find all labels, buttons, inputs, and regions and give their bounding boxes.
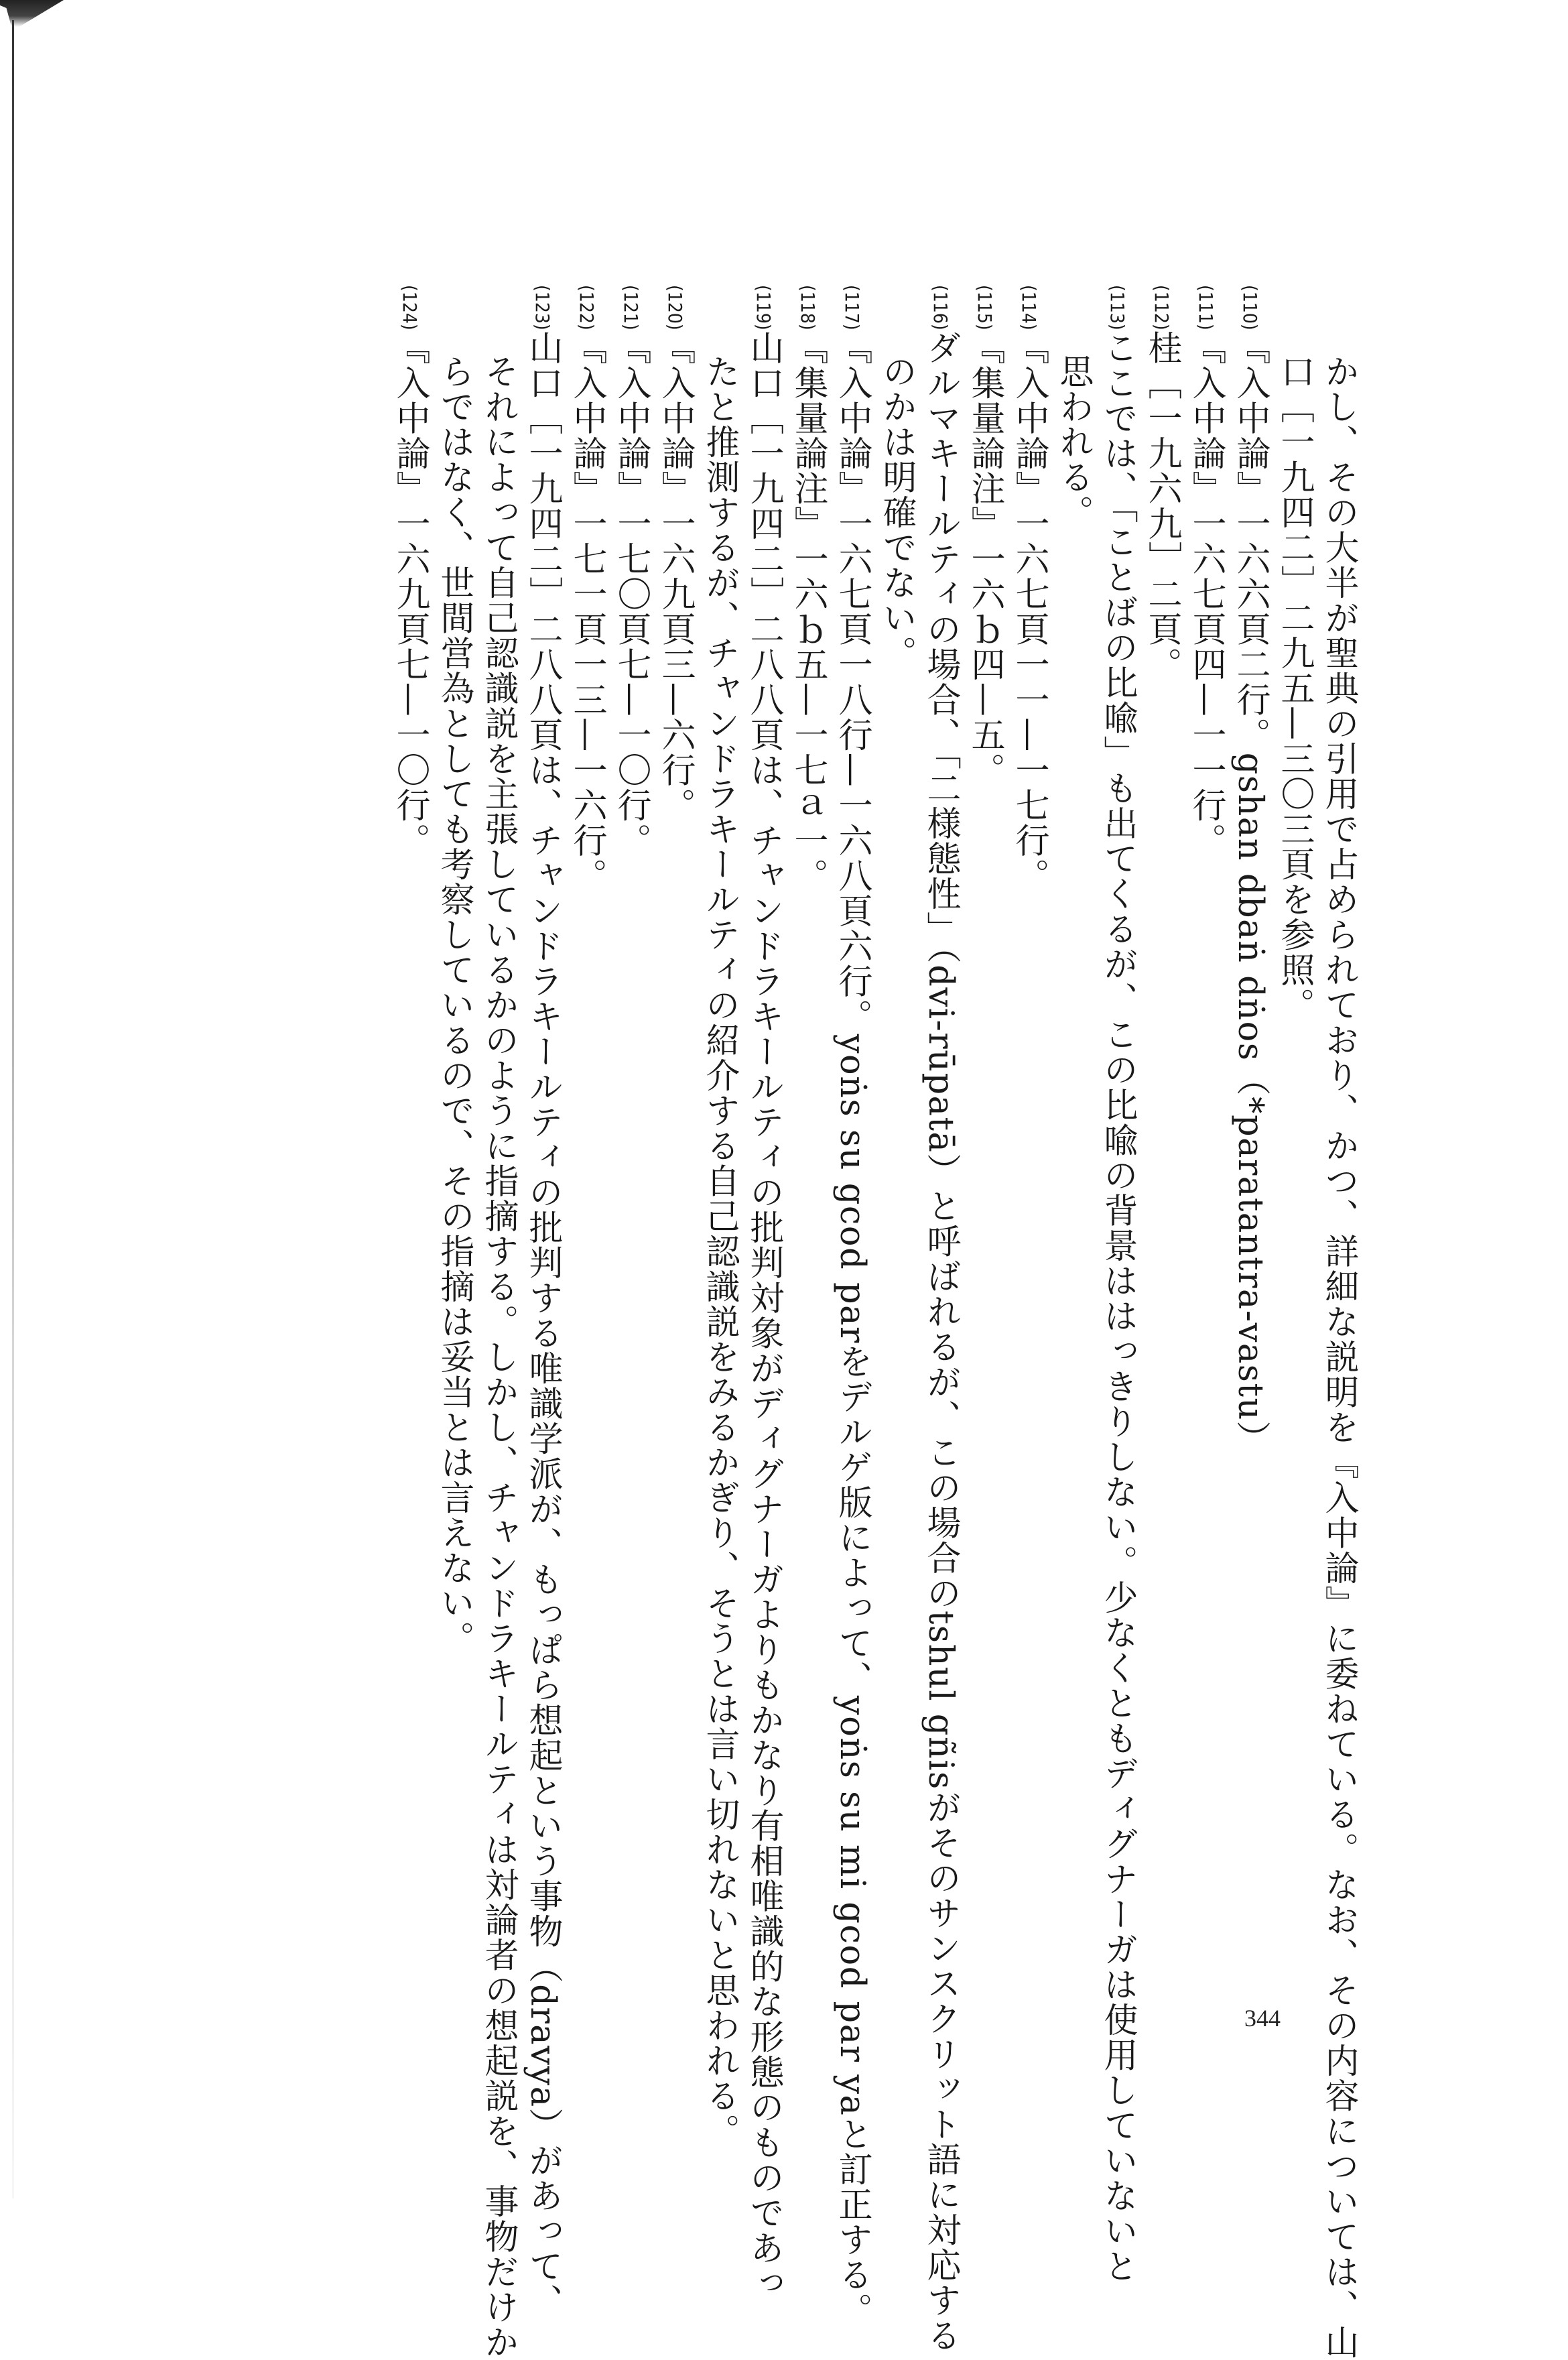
text-line (962, 285, 1006, 1991)
text-line (697, 285, 741, 2149)
note-number: (113) (1106, 285, 1128, 330)
note-text: 『入中論』一七一頁一三—一六行。 (567, 330, 606, 893)
text-line (874, 285, 918, 1991)
note-text: 『入中論』一六九頁三—六行。 (655, 330, 695, 823)
note-number: (111) (1195, 285, 1217, 330)
text-line (785, 285, 830, 1991)
note-text: かし、その大半が聖典の引用で占められており、かつ、詳細な説明を『入中論』に委ねている。なお、その内容については、山 (1319, 354, 1358, 2360)
text-line (520, 285, 564, 2319)
text-line (1228, 285, 1272, 1991)
scan-edge-line (12, 20, 14, 2198)
note-text: 『集量論注』一六ｂ五—一七ａ一。 (788, 330, 828, 893)
text-line (387, 285, 432, 1991)
text-line (1095, 285, 1139, 2284)
note-text: 口［一九四二］二九五—三〇三頁を参照。 (1275, 354, 1314, 1023)
note-text: ここでは、「ことばの比喩」も出てくるが、この比喩の背景ははっきりしない。少なくともディグナーガは使用していないと (1098, 330, 1137, 2284)
note-text: 桂［一九六九］二頁。 (1142, 330, 1181, 682)
note-text: 『集量論注』一六ｂ四—五。 (965, 330, 1004, 788)
note-text: 思われる。 (1053, 354, 1093, 530)
text-line (1051, 285, 1095, 1991)
text-line (432, 285, 476, 1991)
note-number: (114) (1018, 285, 1040, 330)
note-number: (120) (664, 285, 686, 330)
note-number: (119) (753, 285, 775, 330)
note-number: (123) (531, 285, 553, 330)
scan-edge-mark (0, 0, 64, 27)
text-line (741, 285, 785, 2301)
note-number: (112) (1151, 285, 1173, 330)
note-text: らではなく、世間営為としても考察しているので、その指摘は妥当とは言えない。 (434, 354, 474, 1656)
note-number: (124) (399, 285, 421, 330)
note-text: 『入中論』一六七頁一八行—一六八頁六行。yoṅs su gcod parをデルゲ版によって、yoṅs su mi gcod par yaと訂正する。 (832, 330, 872, 2328)
note-number: (122) (576, 285, 598, 330)
note-text: 『入中論』一六七頁一一—一七行。 (1009, 330, 1049, 893)
note-text: 『入中論』一六七頁四—一一行。 (1186, 330, 1226, 859)
note-text: それによって自己認識説を主張しているかのように指摘する。しかし、チャンドラキールティは対論者の想起説を、事物だけか (478, 354, 518, 2360)
note-number: (118) (797, 285, 819, 330)
note-text: 『入中論』一六九頁七—一〇行。 (390, 330, 430, 859)
text-line (564, 285, 608, 1991)
note-text: 『入中論』一七〇頁七—一〇行。 (611, 330, 651, 859)
note-number: (121) (620, 285, 642, 330)
text-line (476, 285, 520, 2360)
text-line (653, 285, 697, 1991)
note-number: (116) (929, 285, 952, 330)
note-text: のかは明確でない。 (876, 354, 916, 671)
text-line (1316, 285, 1360, 2360)
note-text: ダルマキールティの場合、「二様態性」（dvi-rūpatā）と呼ばれるが、この場合のtshul gñisがそのサンスクリット語に対応する (921, 330, 960, 2353)
note-text: 『入中論』一六六頁二行。gshan dbaṅ dṅos（*paratantra-vastu） (1230, 330, 1270, 1456)
page-number: 344 (1244, 2005, 1281, 2032)
text-line (1139, 285, 1183, 1991)
note-number: (115) (974, 285, 996, 330)
text-line (608, 285, 653, 1991)
text-line (1272, 285, 1316, 1991)
text-line (1183, 285, 1228, 1991)
note-number: (110) (1239, 285, 1261, 330)
text-line (1006, 285, 1051, 1991)
note-text: たと推測するが、チャンドラキールティの紹介する自己認識説をみるかぎり、そうとは言い切れないと思われる。 (700, 354, 739, 2149)
note-text: 山口［一九四二］二八八頁は、チャンドラキールティの批判対象がディグナーガよりもかなり有相唯識的な形態のものであっ (744, 330, 783, 2301)
note-number: (117) (841, 285, 863, 330)
text-line (830, 285, 874, 2328)
note-text: 山口［一九四二］二八八頁は、チャンドラキールティの批判する唯識学派が、もっぱら想起という事物（dravya）があって、 (523, 330, 562, 2319)
text-line (918, 285, 962, 2353)
